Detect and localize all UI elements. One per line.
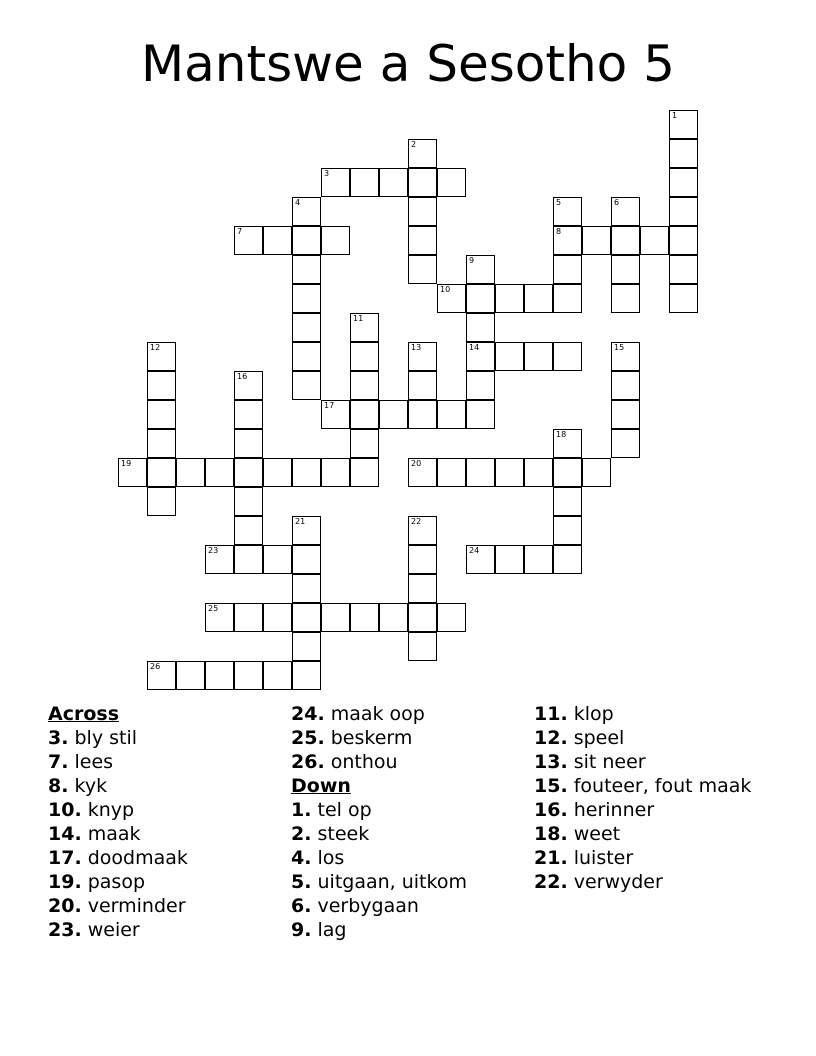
clue-number: 12.	[534, 727, 568, 749]
clue-item	[48, 822, 288, 846]
clue-number: 17.	[48, 847, 82, 869]
grid-cell[interactable]	[263, 545, 292, 574]
cell-number: 10	[440, 285, 451, 294]
grid-cell[interactable]	[205, 545, 234, 574]
grid-cell[interactable]	[118, 458, 147, 487]
grid-cell[interactable]	[437, 284, 466, 313]
cell-number: 8	[556, 227, 562, 236]
grid-cell[interactable]	[147, 661, 176, 690]
clue-item	[534, 750, 774, 774]
grid-cell[interactable]	[147, 429, 176, 458]
clue-item	[291, 846, 531, 870]
grid-cell[interactable]	[379, 168, 408, 197]
grid-cell[interactable]	[263, 458, 292, 487]
clue-number: 2.	[291, 823, 312, 845]
grid-cell[interactable]	[495, 545, 524, 574]
clue-item	[291, 750, 531, 774]
clue-item	[291, 894, 531, 918]
grid-cell[interactable]	[408, 400, 437, 429]
clue-number: 14.	[48, 823, 82, 845]
cell-number: 16	[237, 372, 248, 381]
grid-cell[interactable]	[350, 458, 379, 487]
grid-cell[interactable]	[495, 284, 524, 313]
grid-cell[interactable]	[408, 342, 437, 371]
cell-number: 24	[469, 546, 480, 555]
grid-cell[interactable]	[379, 400, 408, 429]
grid-cell[interactable]	[640, 226, 669, 255]
clue-item	[48, 870, 288, 894]
grid-cell[interactable]	[147, 400, 176, 429]
grid-cell[interactable]	[611, 197, 640, 226]
cell-number: 11	[353, 314, 364, 323]
clue-text: knyp	[87, 799, 135, 821]
clue-number: 26.	[291, 751, 325, 773]
grid-cell[interactable]	[553, 226, 582, 255]
clue-item	[534, 870, 774, 894]
grid-cell[interactable]	[524, 342, 553, 371]
grid-cell[interactable]	[408, 574, 437, 603]
grid-cell[interactable]	[466, 371, 495, 400]
cell-number: 19	[121, 459, 132, 468]
grid-cell[interactable]	[350, 603, 379, 632]
grid-cell[interactable]	[669, 168, 698, 197]
clue-number: 8.	[48, 775, 69, 797]
grid-cell[interactable]	[553, 429, 582, 458]
grid-cell[interactable]	[176, 458, 205, 487]
grid-cell[interactable]	[234, 661, 263, 690]
grid-cell[interactable]	[263, 226, 292, 255]
grid-cell[interactable]	[263, 661, 292, 690]
clue-text: speel	[573, 727, 625, 749]
clue-text: uitgaan, uitkom	[317, 871, 467, 893]
clue-text: verwyder	[573, 871, 663, 893]
grid-cell[interactable]	[553, 197, 582, 226]
grid-cell[interactable]	[466, 313, 495, 342]
grid-cell[interactable]	[147, 371, 176, 400]
clue-text: onthou	[330, 751, 398, 773]
grid-cell[interactable]	[611, 226, 640, 255]
clue-number: 15.	[534, 775, 568, 797]
grid-cell[interactable]	[611, 284, 640, 313]
grid-cell[interactable]	[408, 545, 437, 574]
grid-cell[interactable]	[350, 371, 379, 400]
cell-number: 5	[556, 198, 562, 207]
grid-cell[interactable]	[466, 342, 495, 371]
clue-text: los	[317, 847, 345, 869]
grid-cell[interactable]	[205, 661, 234, 690]
clue-text: klop	[573, 703, 614, 725]
grid-cell[interactable]	[350, 168, 379, 197]
grid-cell[interactable]	[466, 284, 495, 313]
grid-cell[interactable]	[553, 487, 582, 516]
grid-cell[interactable]	[408, 139, 437, 168]
grid-cell[interactable]	[292, 574, 321, 603]
down-heading: Down	[291, 775, 351, 797]
clue-number: 10.	[48, 799, 82, 821]
cell-number: 12	[150, 343, 161, 352]
grid-cell[interactable]	[611, 255, 640, 284]
clue-item	[48, 726, 288, 750]
grid-cell[interactable]	[321, 458, 350, 487]
clue-text: maak oop	[330, 703, 425, 725]
grid-cell[interactable]	[205, 603, 234, 632]
grid-cell[interactable]	[321, 400, 350, 429]
clue-column-3	[534, 702, 774, 894]
clue-column-2	[291, 702, 531, 942]
clue-number: 23.	[48, 919, 82, 941]
clue-item	[291, 918, 531, 942]
clue-item	[534, 702, 774, 726]
cell-number: 9	[469, 256, 475, 265]
cell-number: 23	[208, 546, 219, 555]
clue-item	[48, 798, 288, 822]
grid-cell[interactable]	[408, 255, 437, 284]
grid-cell[interactable]	[292, 255, 321, 284]
grid-cell[interactable]	[147, 458, 176, 487]
grid-cell[interactable]	[292, 603, 321, 632]
grid-cell[interactable]	[669, 226, 698, 255]
cell-number: 2	[411, 140, 417, 149]
grid-cell[interactable]	[408, 371, 437, 400]
cell-number: 7	[237, 227, 243, 236]
grid-cell[interactable]	[553, 458, 582, 487]
clue-item	[48, 774, 288, 798]
grid-cell[interactable]	[466, 400, 495, 429]
grid-cell[interactable]	[669, 284, 698, 313]
grid-cell[interactable]	[234, 458, 263, 487]
clue-number: 3.	[48, 727, 69, 749]
grid-cell[interactable]	[437, 168, 466, 197]
clue-number: 11.	[534, 703, 568, 725]
clue-item	[534, 774, 774, 798]
grid-cell[interactable]	[292, 284, 321, 313]
grid-cell[interactable]	[205, 458, 234, 487]
clue-item	[534, 822, 774, 846]
grid-cell[interactable]	[553, 545, 582, 574]
cell-number: 20	[411, 459, 422, 468]
grid-cell[interactable]	[437, 458, 466, 487]
clue-item	[48, 846, 288, 870]
grid-cell[interactable]	[611, 400, 640, 429]
clue-number: 4.	[291, 847, 312, 869]
cell-number: 1	[672, 111, 678, 120]
grid-cell[interactable]	[437, 400, 466, 429]
clue-item	[48, 894, 288, 918]
cell-number: 4	[295, 198, 301, 207]
clue-number: 24.	[291, 703, 325, 725]
grid-cell[interactable]	[147, 342, 176, 371]
grid-cell[interactable]	[292, 313, 321, 342]
grid-cell[interactable]	[321, 603, 350, 632]
clue-text: weier	[87, 919, 140, 941]
cell-number: 15	[614, 343, 625, 352]
clue-number: 13.	[534, 751, 568, 773]
grid-cell[interactable]	[350, 400, 379, 429]
grid-cell[interactable]	[379, 603, 408, 632]
grid-cell[interactable]	[553, 284, 582, 313]
clue-item	[534, 726, 774, 750]
grid-cell[interactable]	[466, 545, 495, 574]
cell-number: 14	[469, 343, 480, 352]
clue-number: 18.	[534, 823, 568, 845]
grid-cell[interactable]	[234, 487, 263, 516]
clue-number: 16.	[534, 799, 568, 821]
clue-text: herinner	[573, 799, 655, 821]
grid-cell[interactable]	[408, 168, 437, 197]
grid-cell[interactable]	[669, 255, 698, 284]
grid-cell[interactable]	[292, 545, 321, 574]
grid-cell[interactable]	[234, 371, 263, 400]
clue-text: maak	[87, 823, 141, 845]
clue-number: 5.	[291, 871, 312, 893]
clue-text: tel op	[317, 799, 372, 821]
grid-cell[interactable]	[437, 603, 466, 632]
grid-cell[interactable]	[408, 632, 437, 661]
grid-cell[interactable]	[234, 545, 263, 574]
grid-cell[interactable]	[408, 226, 437, 255]
grid-cell[interactable]	[553, 342, 582, 371]
clue-item	[291, 726, 531, 750]
clue-item	[291, 702, 531, 726]
grid-cell[interactable]	[292, 226, 321, 255]
clue-text: verbygaan	[317, 895, 419, 917]
cell-number: 26	[150, 662, 161, 671]
grid-cell[interactable]	[611, 342, 640, 371]
clue-number: 7.	[48, 751, 69, 773]
clue-text: kyk	[74, 775, 108, 797]
clue-number: 20.	[48, 895, 82, 917]
clue-number: 19.	[48, 871, 82, 893]
grid-cell[interactable]	[669, 139, 698, 168]
grid-cell[interactable]	[234, 400, 263, 429]
clue-text: luister	[573, 847, 634, 869]
grid-cell[interactable]	[292, 661, 321, 690]
grid-cell[interactable]	[234, 429, 263, 458]
clue-number: 21.	[534, 847, 568, 869]
grid-cell[interactable]	[524, 284, 553, 313]
across-heading: Across	[48, 703, 120, 725]
grid-cell[interactable]	[466, 458, 495, 487]
grid-cell[interactable]	[408, 458, 437, 487]
grid-cell[interactable]	[611, 429, 640, 458]
grid-cell[interactable]	[263, 603, 292, 632]
clue-text: sit neer	[573, 751, 646, 773]
cell-number: 21	[295, 517, 306, 526]
clue-text: lees	[74, 751, 114, 773]
clue-number: 1.	[291, 799, 312, 821]
grid-cell[interactable]	[408, 516, 437, 545]
grid-cell[interactable]	[408, 603, 437, 632]
clue-item	[48, 918, 288, 942]
clue-text: verminder	[87, 895, 186, 917]
clue-text: steek	[317, 823, 370, 845]
grid-cell[interactable]	[147, 487, 176, 516]
grid-cell[interactable]	[408, 197, 437, 226]
cell-number: 18	[556, 430, 567, 439]
grid-cell[interactable]	[292, 342, 321, 371]
grid-cell[interactable]	[553, 255, 582, 284]
clue-number: 25.	[291, 727, 325, 749]
grid-cell[interactable]	[234, 603, 263, 632]
clue-text: beskerm	[330, 727, 413, 749]
clue-item	[48, 750, 288, 774]
grid-cell[interactable]	[524, 458, 553, 487]
grid-cell[interactable]	[553, 516, 582, 545]
clue-item	[291, 870, 531, 894]
cell-number: 22	[411, 517, 422, 526]
grid-cell[interactable]	[292, 371, 321, 400]
clue-text: lag	[317, 919, 347, 941]
clue-text: weet	[573, 823, 621, 845]
clue-text: bly stil	[74, 727, 138, 749]
grid-cell[interactable]	[292, 632, 321, 661]
clue-item	[534, 798, 774, 822]
grid-cell[interactable]	[234, 516, 263, 545]
grid-cell[interactable]	[350, 342, 379, 371]
grid-cell[interactable]	[582, 458, 611, 487]
grid-cell[interactable]	[669, 110, 698, 139]
cell-number: 13	[411, 343, 422, 352]
grid-cell[interactable]	[495, 458, 524, 487]
grid-cell[interactable]	[292, 458, 321, 487]
grid-cell[interactable]	[495, 342, 524, 371]
grid-cell[interactable]	[321, 226, 350, 255]
grid-cell[interactable]	[611, 371, 640, 400]
clue-column-1	[48, 702, 288, 942]
cell-number: 3	[324, 169, 330, 178]
grid-cell[interactable]	[292, 197, 321, 226]
clue-number: 9.	[291, 919, 312, 941]
clue-text: pasop	[87, 871, 146, 893]
grid-cell[interactable]	[292, 516, 321, 545]
clue-text: fouteer, fout maak	[573, 775, 752, 797]
page-title: Mantswe a Sesotho 5	[141, 35, 675, 93]
grid-cell[interactable]	[234, 226, 263, 255]
cell-number: 6	[614, 198, 620, 207]
clue-item	[291, 798, 531, 822]
clue-item	[534, 846, 774, 870]
grid-cell[interactable]	[321, 168, 350, 197]
grid-cell[interactable]	[350, 313, 379, 342]
grid-cell[interactable]	[524, 545, 553, 574]
grid-cell[interactable]	[176, 661, 205, 690]
cell-number: 25	[208, 604, 219, 613]
grid-cell[interactable]	[350, 429, 379, 458]
grid-cell[interactable]	[669, 197, 698, 226]
clue-text: doodmaak	[87, 847, 188, 869]
clue-number: 22.	[534, 871, 568, 893]
grid-cell[interactable]	[582, 226, 611, 255]
clue-item	[291, 822, 531, 846]
grid-cell[interactable]	[466, 255, 495, 284]
cell-number: 17	[324, 401, 335, 410]
clue-number: 6.	[291, 895, 312, 917]
